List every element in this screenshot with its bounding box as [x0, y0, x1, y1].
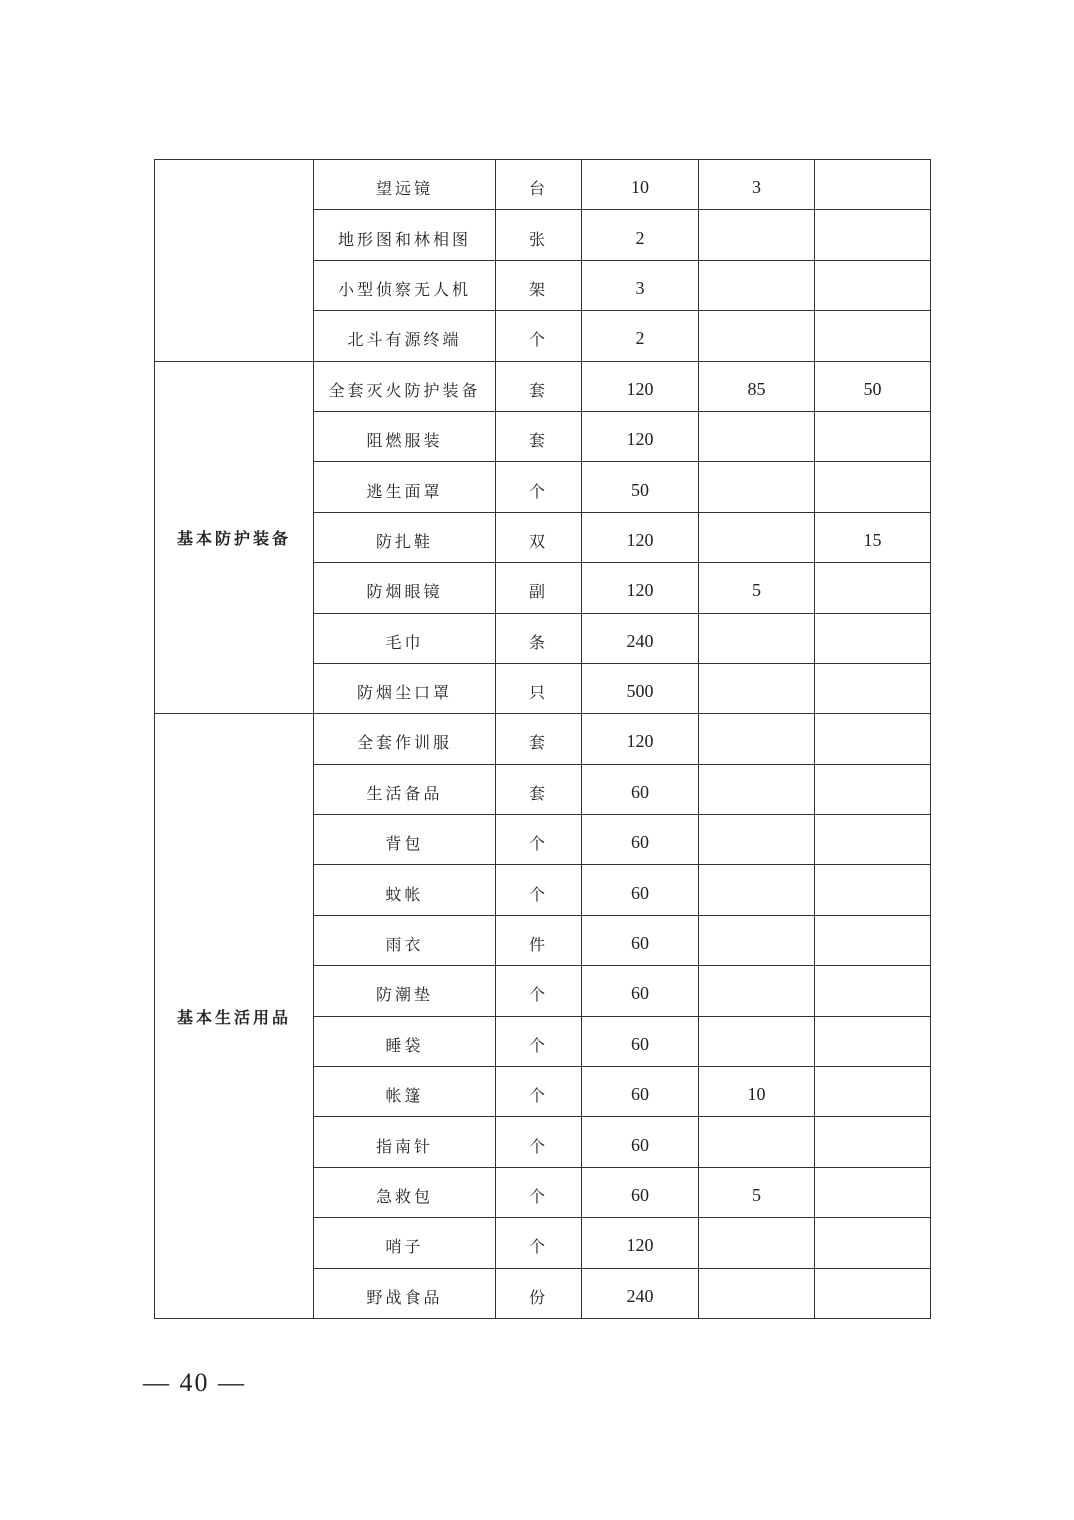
quantity-a-cell: 10: [582, 160, 699, 210]
quantity-a-cell: 50: [582, 462, 699, 512]
unit-cell: 个: [496, 1117, 582, 1167]
item-name-cell: 指南针: [314, 1117, 496, 1167]
quantity-c-cell: [815, 1218, 931, 1268]
item-name-cell: 背包: [314, 815, 496, 865]
quantity-c-cell: [815, 1117, 931, 1167]
quantity-a-cell: 120: [582, 512, 699, 562]
quantity-c-cell: 15: [815, 512, 931, 562]
quantity-a-cell: 2: [582, 210, 699, 260]
quantity-b-cell: [699, 260, 815, 310]
quantity-b-cell: [699, 1218, 815, 1268]
quantity-b-cell: 5: [699, 1167, 815, 1217]
quantity-a-cell: 60: [582, 1067, 699, 1117]
page-number: — 40 —: [143, 1368, 246, 1397]
unit-cell: 个: [496, 815, 582, 865]
item-name-cell: 逃生面罩: [314, 462, 496, 512]
quantity-a-cell: 120: [582, 714, 699, 764]
quantity-a-cell: 60: [582, 1016, 699, 1066]
item-name-cell: 哨子: [314, 1218, 496, 1268]
quantity-c-cell: [815, 311, 931, 361]
unit-cell: 件: [496, 915, 582, 965]
item-name-cell: 地形图和林相图: [314, 210, 496, 260]
quantity-c-cell: [815, 1167, 931, 1217]
item-name-cell: 帐篷: [314, 1067, 496, 1117]
table-row: [155, 160, 931, 210]
quantity-a-cell: 60: [582, 915, 699, 965]
quantity-c-cell: [815, 210, 931, 260]
quantity-c-cell: [815, 260, 931, 310]
item-name-cell: 望远镜: [314, 160, 496, 210]
quantity-a-cell: 60: [582, 1117, 699, 1167]
unit-cell: 个: [496, 1218, 582, 1268]
item-name-cell: 野战食品: [314, 1268, 496, 1318]
unit-cell: 条: [496, 613, 582, 663]
quantity-b-cell: [699, 815, 815, 865]
quantity-a-cell: 60: [582, 815, 699, 865]
item-name-cell: 睡袋: [314, 1016, 496, 1066]
unit-cell: 套: [496, 714, 582, 764]
equipment-table: [154, 159, 931, 1319]
quantity-a-cell: 60: [582, 966, 699, 1016]
unit-cell: 架: [496, 260, 582, 310]
quantity-b-cell: [699, 764, 815, 814]
item-name-cell: 阻燃服装: [314, 411, 496, 461]
quantity-b-cell: [699, 1016, 815, 1066]
quantity-c-cell: [815, 563, 931, 613]
quantity-c-cell: [815, 915, 931, 965]
quantity-a-cell: 2: [582, 311, 699, 361]
quantity-c-cell: [815, 1268, 931, 1318]
unit-cell: 套: [496, 361, 582, 411]
quantity-c-cell: [815, 1067, 931, 1117]
quantity-c-cell: [815, 966, 931, 1016]
category-cell: 基本生活用品: [155, 714, 314, 1319]
quantity-b-cell: [699, 462, 815, 512]
quantity-c-cell: [815, 613, 931, 663]
quantity-c-cell: [815, 462, 931, 512]
quantity-c-cell: 50: [815, 361, 931, 411]
quantity-c-cell: [815, 714, 931, 764]
unit-cell: 副: [496, 563, 582, 613]
quantity-b-cell: [699, 411, 815, 461]
quantity-b-cell: [699, 714, 815, 764]
unit-cell: 个: [496, 966, 582, 1016]
item-name-cell: 生活备品: [314, 764, 496, 814]
quantity-b-cell: 5: [699, 563, 815, 613]
quantity-a-cell: 3: [582, 260, 699, 310]
quantity-b-cell: [699, 311, 815, 361]
quantity-c-cell: [815, 865, 931, 915]
item-name-cell: 全套灭火防护装备: [314, 361, 496, 411]
quantity-b-cell: [699, 210, 815, 260]
category-cell: [155, 160, 314, 362]
unit-cell: 张: [496, 210, 582, 260]
item-name-cell: 北斗有源终端: [314, 311, 496, 361]
table-row: [155, 361, 931, 411]
unit-cell: 个: [496, 311, 582, 361]
quantity-b-cell: [699, 663, 815, 713]
quantity-b-cell: [699, 915, 815, 965]
quantity-c-cell: [815, 815, 931, 865]
item-name-cell: 防烟眼镜: [314, 563, 496, 613]
unit-cell: 双: [496, 512, 582, 562]
item-name-cell: 防扎鞋: [314, 512, 496, 562]
item-name-cell: 小型侦察无人机: [314, 260, 496, 310]
quantity-b-cell: 10: [699, 1067, 815, 1117]
quantity-b-cell: [699, 966, 815, 1016]
unit-cell: 个: [496, 1167, 582, 1217]
quantity-c-cell: [815, 411, 931, 461]
unit-cell: 个: [496, 1067, 582, 1117]
quantity-c-cell: [815, 764, 931, 814]
unit-cell: 份: [496, 1268, 582, 1318]
item-name-cell: 全套作训服: [314, 714, 496, 764]
category-cell: 基本防护装备: [155, 361, 314, 714]
quantity-a-cell: 120: [582, 1218, 699, 1268]
unit-cell: 只: [496, 663, 582, 713]
quantity-b-cell: [699, 865, 815, 915]
quantity-a-cell: 120: [582, 361, 699, 411]
quantity-a-cell: 60: [582, 1167, 699, 1217]
unit-cell: 个: [496, 865, 582, 915]
quantity-c-cell: [815, 1016, 931, 1066]
quantity-a-cell: 120: [582, 563, 699, 613]
quantity-a-cell: 60: [582, 764, 699, 814]
quantity-a-cell: 240: [582, 1268, 699, 1318]
quantity-c-cell: [815, 160, 931, 210]
item-name-cell: 蚊帐: [314, 865, 496, 915]
item-name-cell: 防烟尘口罩: [314, 663, 496, 713]
quantity-b-cell: [699, 613, 815, 663]
unit-cell: 套: [496, 764, 582, 814]
quantity-a-cell: 240: [582, 613, 699, 663]
quantity-a-cell: 120: [582, 411, 699, 461]
item-name-cell: 防潮垫: [314, 966, 496, 1016]
item-name-cell: 急救包: [314, 1167, 496, 1217]
quantity-b-cell: 3: [699, 160, 815, 210]
unit-cell: 个: [496, 1016, 582, 1066]
quantity-c-cell: [815, 663, 931, 713]
quantity-b-cell: [699, 1117, 815, 1167]
item-name-cell: 雨衣: [314, 915, 496, 965]
unit-cell: 个: [496, 462, 582, 512]
item-name-cell: 毛巾: [314, 613, 496, 663]
table-row: [155, 714, 931, 764]
quantity-b-cell: [699, 512, 815, 562]
quantity-a-cell: 500: [582, 663, 699, 713]
quantity-a-cell: 60: [582, 865, 699, 915]
unit-cell: 台: [496, 160, 582, 210]
unit-cell: 套: [496, 411, 582, 461]
quantity-b-cell: [699, 1268, 815, 1318]
quantity-b-cell: 85: [699, 361, 815, 411]
